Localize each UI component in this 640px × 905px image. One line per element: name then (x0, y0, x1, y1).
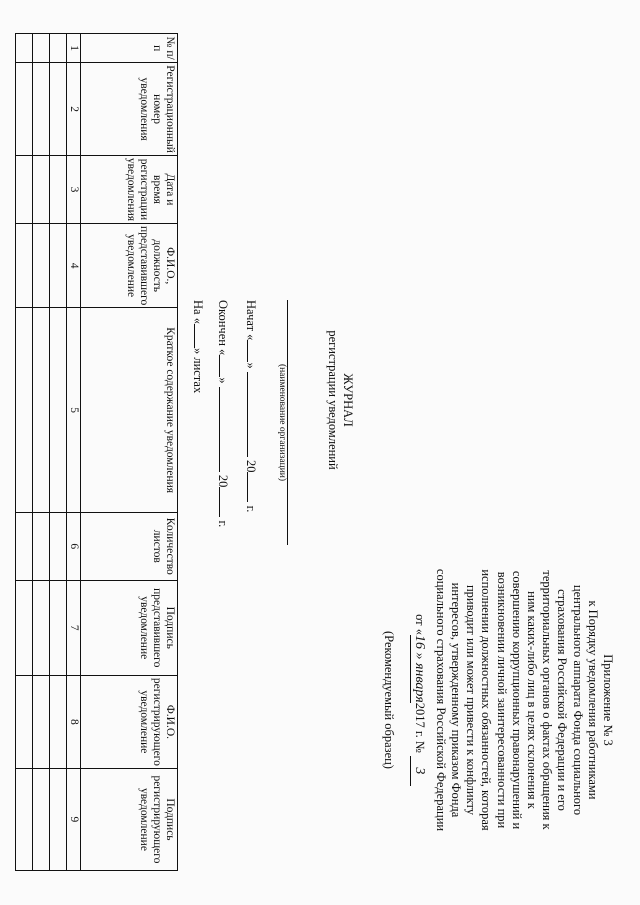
table-cell (33, 675, 50, 768)
table-cell (16, 224, 33, 308)
appendix-line: центрального аппарата Фонда социального (570, 584, 585, 816)
ended-year: 20 (216, 474, 230, 488)
appendix-line: интересов, утвержденному приказом Фонда (448, 582, 463, 818)
appendix-line: страхования Российской Федерации и его (555, 589, 570, 811)
ended-mid: » (216, 377, 230, 384)
table-cell (16, 580, 33, 675)
journal-title: ЖУРНАЛ (341, 373, 355, 427)
started-year: 20 (244, 459, 258, 473)
table-cell (16, 675, 33, 768)
started-label: Начат « (244, 300, 258, 341)
column-number: 5 (67, 308, 81, 513)
appendix-line: приводит или может привести к конфликту (464, 584, 479, 816)
table-cell (16, 308, 33, 513)
recommended-sample: (Рекомендуемый образец) (382, 631, 397, 769)
table-cell (33, 308, 50, 513)
column-number: 9 (67, 768, 81, 870)
header-cell: Регистрационный номер уведомления (81, 63, 178, 156)
started-month-blank (247, 372, 260, 457)
table-cell (50, 34, 67, 63)
table-row (16, 34, 33, 871)
table-cell (33, 34, 50, 63)
header-cell: № п/п (81, 34, 178, 63)
column-number: 2 (67, 63, 81, 156)
table-cell (16, 34, 33, 63)
ended-field (215, 300, 232, 527)
organization-caption: (наименование организации) (277, 363, 287, 482)
ended-label: Окончен « (216, 300, 230, 356)
column-number: 7 (67, 580, 81, 675)
table-header-row (81, 34, 178, 871)
table-cell (50, 63, 67, 156)
header-cell: Подпись представившего уведомление (81, 580, 178, 675)
table-cell (33, 580, 50, 675)
organization-line (287, 300, 288, 545)
appendix-block (381, 555, 615, 845)
appendix-line: исполнении должностных обязанностей, которая (479, 569, 494, 831)
started-field (243, 300, 260, 512)
ended-year-blank (219, 487, 232, 517)
column-number: 4 (67, 224, 81, 308)
table-cell (50, 308, 67, 513)
table-row (33, 34, 50, 871)
table-cell (50, 513, 67, 581)
column-number: 3 (67, 155, 81, 223)
header-cell: Количество листов (81, 513, 178, 581)
journal-heading (325, 300, 355, 500)
table-number-row (67, 34, 81, 871)
table-cell (16, 768, 33, 870)
appendix-date-line (410, 555, 426, 845)
header-cell: Ф.И.О. регистрирующего уведомление (81, 675, 178, 768)
header-cell: Краткое содержание уведомления (81, 308, 178, 513)
appendix-line: возникновении личной заинтересованности при (494, 571, 509, 829)
table-cell (16, 155, 33, 223)
sheets-field (190, 300, 207, 393)
started-mid: » (244, 362, 258, 369)
table-cell (50, 675, 67, 768)
sheets-blank (194, 324, 207, 348)
ended-month-blank (219, 387, 232, 472)
started-day-blank (247, 340, 260, 362)
appendix-line: ним каких-либо лиц в целях склонения к (524, 591, 539, 809)
journal-subtitle: регистрации уведомлений (326, 330, 340, 470)
table-cell (50, 768, 67, 870)
ended-suffix: г. (216, 520, 230, 528)
table-cell (33, 155, 50, 223)
appendix-line: Приложение № 3 (601, 654, 615, 746)
table-cell (16, 513, 33, 581)
table-cell (33, 224, 50, 308)
table-cell (50, 224, 67, 308)
header-cell: Ф.И.О., должность представившего уведомление (81, 224, 178, 308)
appendix-line: совершению коррупционных правонарушений и (509, 570, 524, 830)
sheets-suffix: » листах (191, 347, 205, 394)
column-number: 8 (67, 675, 81, 768)
organization-field (276, 300, 288, 545)
number-prefix: г. № (412, 727, 427, 756)
appendix-line: социального страхования Российской Федерации (433, 568, 448, 832)
appendix-line: территориальных органов о фактах обращения к (540, 570, 555, 830)
sheets-label: На « (191, 300, 205, 324)
header-cell: Дата и время регистрации уведомления (81, 155, 178, 223)
appendix-line: к Порядку уведомления работниками (585, 600, 600, 800)
column-number: 6 (67, 513, 81, 581)
registration-table (15, 33, 178, 871)
handwritten-number: 3 (410, 756, 426, 786)
table-cell (33, 513, 50, 581)
table-cell (50, 155, 67, 223)
table-cell (50, 580, 67, 675)
started-year-blank (247, 472, 260, 502)
ended-day-blank (219, 355, 232, 377)
column-number: 1 (67, 34, 81, 63)
table-cell (33, 63, 50, 156)
table-cell (33, 768, 50, 870)
started-suffix: г. (244, 505, 258, 513)
date-year: 2017 (412, 702, 427, 728)
handwritten-date: 16 » января (411, 635, 427, 703)
table-row (50, 34, 67, 871)
header-cell: Подпись регистрирующего уведомление (81, 768, 178, 870)
date-prefix: от « (412, 614, 427, 635)
table-cell (16, 63, 33, 156)
